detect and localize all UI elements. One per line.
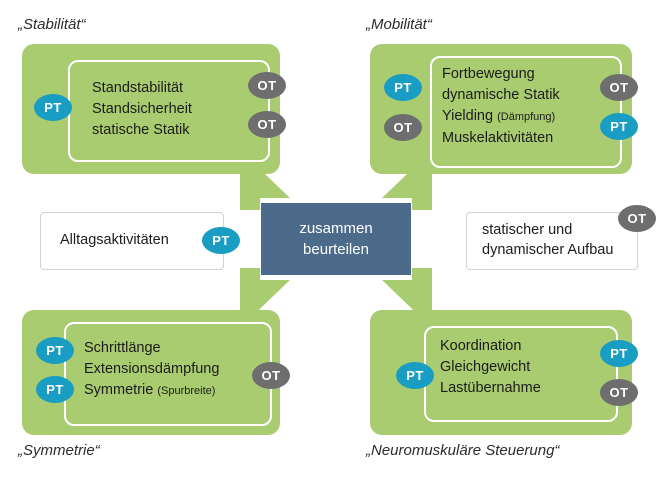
text-block-mobilitaet <box>442 64 560 149</box>
symmetrie-item-3: Symmetrie <box>84 382 154 398</box>
badge-pt-symmetrie-2: PT <box>36 376 74 403</box>
mobilitaet-item-3: Yielding <box>442 108 494 124</box>
badge-ot-neuromuskulaer-1: OT <box>600 379 638 406</box>
badge-pt-stabilitaet-1: PT <box>34 94 72 121</box>
side-box-left-label: Alltagsaktivitäten <box>60 232 169 248</box>
symmetrie-item-3-sub: (Spurbreite) <box>157 385 216 397</box>
neuromuskulaer-item-3: Lastübernahme <box>440 380 541 396</box>
heading-stabilitaet: „Stabilität“ <box>18 16 86 33</box>
text-block-stabilitaet <box>92 78 192 141</box>
text-block-neuromuskulaer <box>440 336 541 399</box>
mobilitaet-item-1: Fortbewegung <box>442 66 535 82</box>
badge-ot-aufbau: OT <box>618 205 656 232</box>
neuromuskulaer-item-1: Koordination <box>440 338 522 354</box>
badge-ot-stabilitaet-1: OT <box>248 72 286 99</box>
badge-ot-mobilitaet-2: OT <box>600 74 638 101</box>
mobilitaet-item-4: Muskelaktivitäten <box>442 130 554 146</box>
heading-neuromuskulaer: „Neuromuskuläre Steuerung“ <box>366 442 560 459</box>
badge-pt-mobilitaet-1: PT <box>384 74 422 101</box>
symmetrie-item-3-row <box>84 380 219 402</box>
stabilitaet-item-1: Standstabilität <box>92 80 184 96</box>
center-line-1: zusammen <box>299 220 373 237</box>
heading-symmetrie: „Symmetrie“ <box>18 442 100 459</box>
badge-ot-stabilitaet-2: OT <box>248 111 286 138</box>
badge-pt-neuromuskulaer-2: PT <box>600 340 638 367</box>
badge-pt-neuromuskulaer-1: PT <box>396 362 434 389</box>
badge-pt-mobilitaet-2: PT <box>600 113 638 140</box>
side-box-right-label <box>482 220 613 260</box>
neuromuskulaer-item-2: Gleichgewicht <box>440 359 531 375</box>
symmetrie-item-2: Extensionsdämpfung <box>84 361 220 377</box>
badge-pt-alltagsaktivitaeten: PT <box>202 227 240 254</box>
heading-mobilitaet: „Mobilität“ <box>366 16 432 33</box>
badge-ot-mobilitaet-1: OT <box>384 114 422 141</box>
center-box <box>261 203 411 275</box>
badge-ot-symmetrie-1: OT <box>252 362 290 389</box>
stabilitaet-item-3: statische Statik <box>92 122 190 138</box>
side-box-right-line1: statischer und <box>482 222 573 238</box>
text-block-symmetrie <box>84 338 219 402</box>
symmetrie-item-1: Schrittlänge <box>84 340 161 356</box>
mobilitaet-item-3-sub: (Dämpfung) <box>497 111 556 123</box>
mobilitaet-item-2: dynamische Statik <box>442 87 560 103</box>
stabilitaet-item-2: Standsicherheit <box>92 101 192 117</box>
center-line-2: beurteilen <box>303 241 369 258</box>
side-box-right-line2: dynamischer Aufbau <box>482 242 614 258</box>
badge-pt-symmetrie-1: PT <box>36 337 74 364</box>
mobilitaet-item-3-row <box>442 106 560 128</box>
